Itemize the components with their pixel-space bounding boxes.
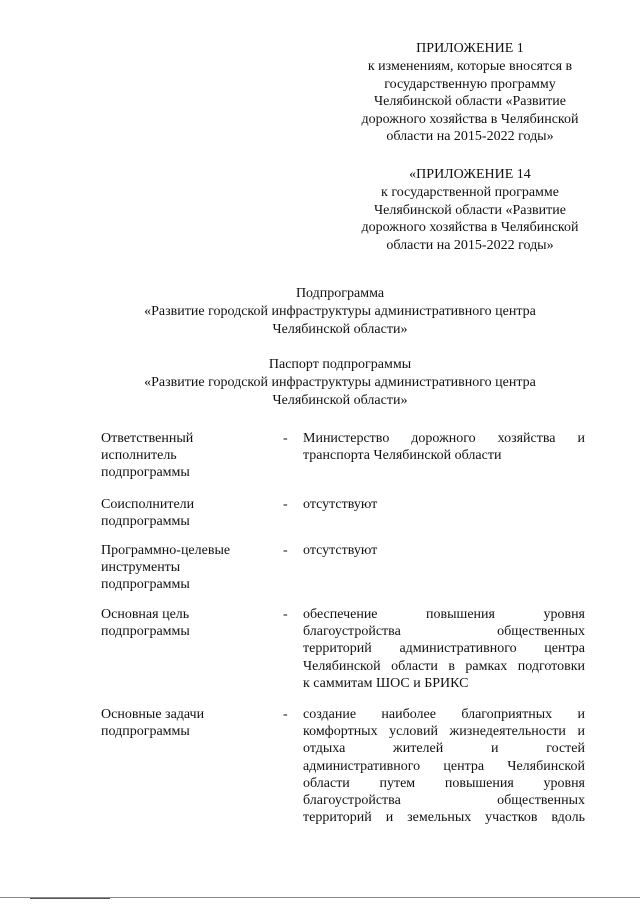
value-line: Министерство дорожного хозяйства и	[303, 431, 585, 446]
passport-row-label	[101, 706, 276, 740]
appendix-1-line: дорожного хозяйства в Челябинской	[361, 111, 579, 127]
passport-row-value	[303, 496, 585, 513]
passport-row-label	[101, 496, 276, 530]
appendix-14-header	[320, 166, 620, 254]
value-line: области путем повышения уровня	[303, 775, 585, 791]
label-line: Соисполнители	[101, 497, 195, 512]
passport-row-label	[101, 606, 276, 640]
appendix-14-line: дорожного хозяйства в Челябинской	[361, 220, 579, 236]
passport-title-line: «Развитие городской инфраструктуры административного центра	[144, 375, 536, 390]
label-line: подпрограммы	[101, 724, 190, 740]
appendix-14-line: области на 2015-2022 годы»	[386, 237, 554, 253]
appendix-1-line: к изменениям, которые вносятся в	[367, 59, 573, 75]
appendix-14-heading: «ПРИЛОЖЕНИЕ 14	[409, 167, 531, 182]
row-dash: -	[283, 707, 288, 722]
subprogram-title-line: Подпрограмма	[295, 286, 385, 301]
label-line: подпрограммы	[101, 577, 190, 593]
value-line: транспорта Челябинской области	[303, 448, 502, 464]
label-line: Программно-целевые	[101, 543, 231, 558]
passport-row-value	[303, 430, 585, 464]
page-bottom-rule-mark	[30, 898, 110, 899]
subprogram-title-line: «Развитие городской инфраструктуры административного центра	[144, 304, 536, 319]
value-line: комфортных условий жизнедеятельности и	[303, 724, 585, 740]
appendix-1-line: области на 2015-2022 годы»	[386, 129, 554, 145]
passport-row-value	[303, 542, 585, 559]
value-line: отсутствуют	[303, 543, 378, 558]
value-line: к саммитам ШОС и БРИКС	[303, 675, 469, 691]
value-line: отсутствуют	[303, 497, 378, 512]
value-line: обеспечение повышения уровня	[303, 607, 585, 622]
subprogram-title	[70, 285, 610, 339]
row-dash: -	[283, 497, 288, 512]
appendix-1-heading: ПРИЛОЖЕНИЕ 1	[416, 41, 524, 56]
label-line: Основные задачи	[101, 707, 205, 722]
value-line: территорий административного центра	[303, 641, 585, 657]
row-dash: -	[283, 431, 288, 446]
value-line: благоустройства общественных	[303, 624, 585, 640]
subprogram-title-line: Челябинской области»	[272, 322, 408, 337]
label-line: подпрограммы	[101, 465, 190, 481]
row-dash: -	[283, 543, 288, 558]
appendix-1-line: государственную программу	[384, 76, 556, 92]
row-dash: -	[283, 607, 288, 622]
appendix-14-line: Челябинской области «Развитие	[374, 202, 566, 218]
value-line: создание наиболее благоприятных и	[303, 707, 585, 722]
label-line: Основная цель	[101, 607, 190, 622]
appendix-14-line: к государственной программе	[381, 185, 559, 201]
value-line: благоустройства общественных	[303, 793, 585, 809]
value-line: административного центра Челябинской	[303, 758, 585, 774]
passport-title	[70, 356, 610, 410]
label-line: Ответственный	[101, 431, 194, 446]
passport-row-label	[101, 430, 276, 482]
value-line: отдыха жителей и гостей	[303, 741, 585, 757]
value-line: Челябинской области в рамках подготовки	[303, 658, 585, 674]
appendix-1-header	[320, 40, 620, 145]
label-line: исполнитель	[101, 448, 177, 464]
passport-title-line: Паспорт подпрограммы	[268, 357, 412, 372]
passport-row-label	[101, 542, 276, 594]
label-line: подпрограммы	[101, 514, 190, 530]
passport-title-line: Челябинской области»	[272, 393, 408, 408]
appendix-1-line: Челябинской области «Развитие	[374, 94, 566, 110]
label-line: инструменты	[101, 560, 181, 576]
label-line: подпрограммы	[101, 624, 190, 640]
value-line: территорий и земельных участков вдоль	[303, 810, 585, 826]
passport-row-value	[303, 706, 585, 826]
passport-row-value	[303, 606, 585, 692]
